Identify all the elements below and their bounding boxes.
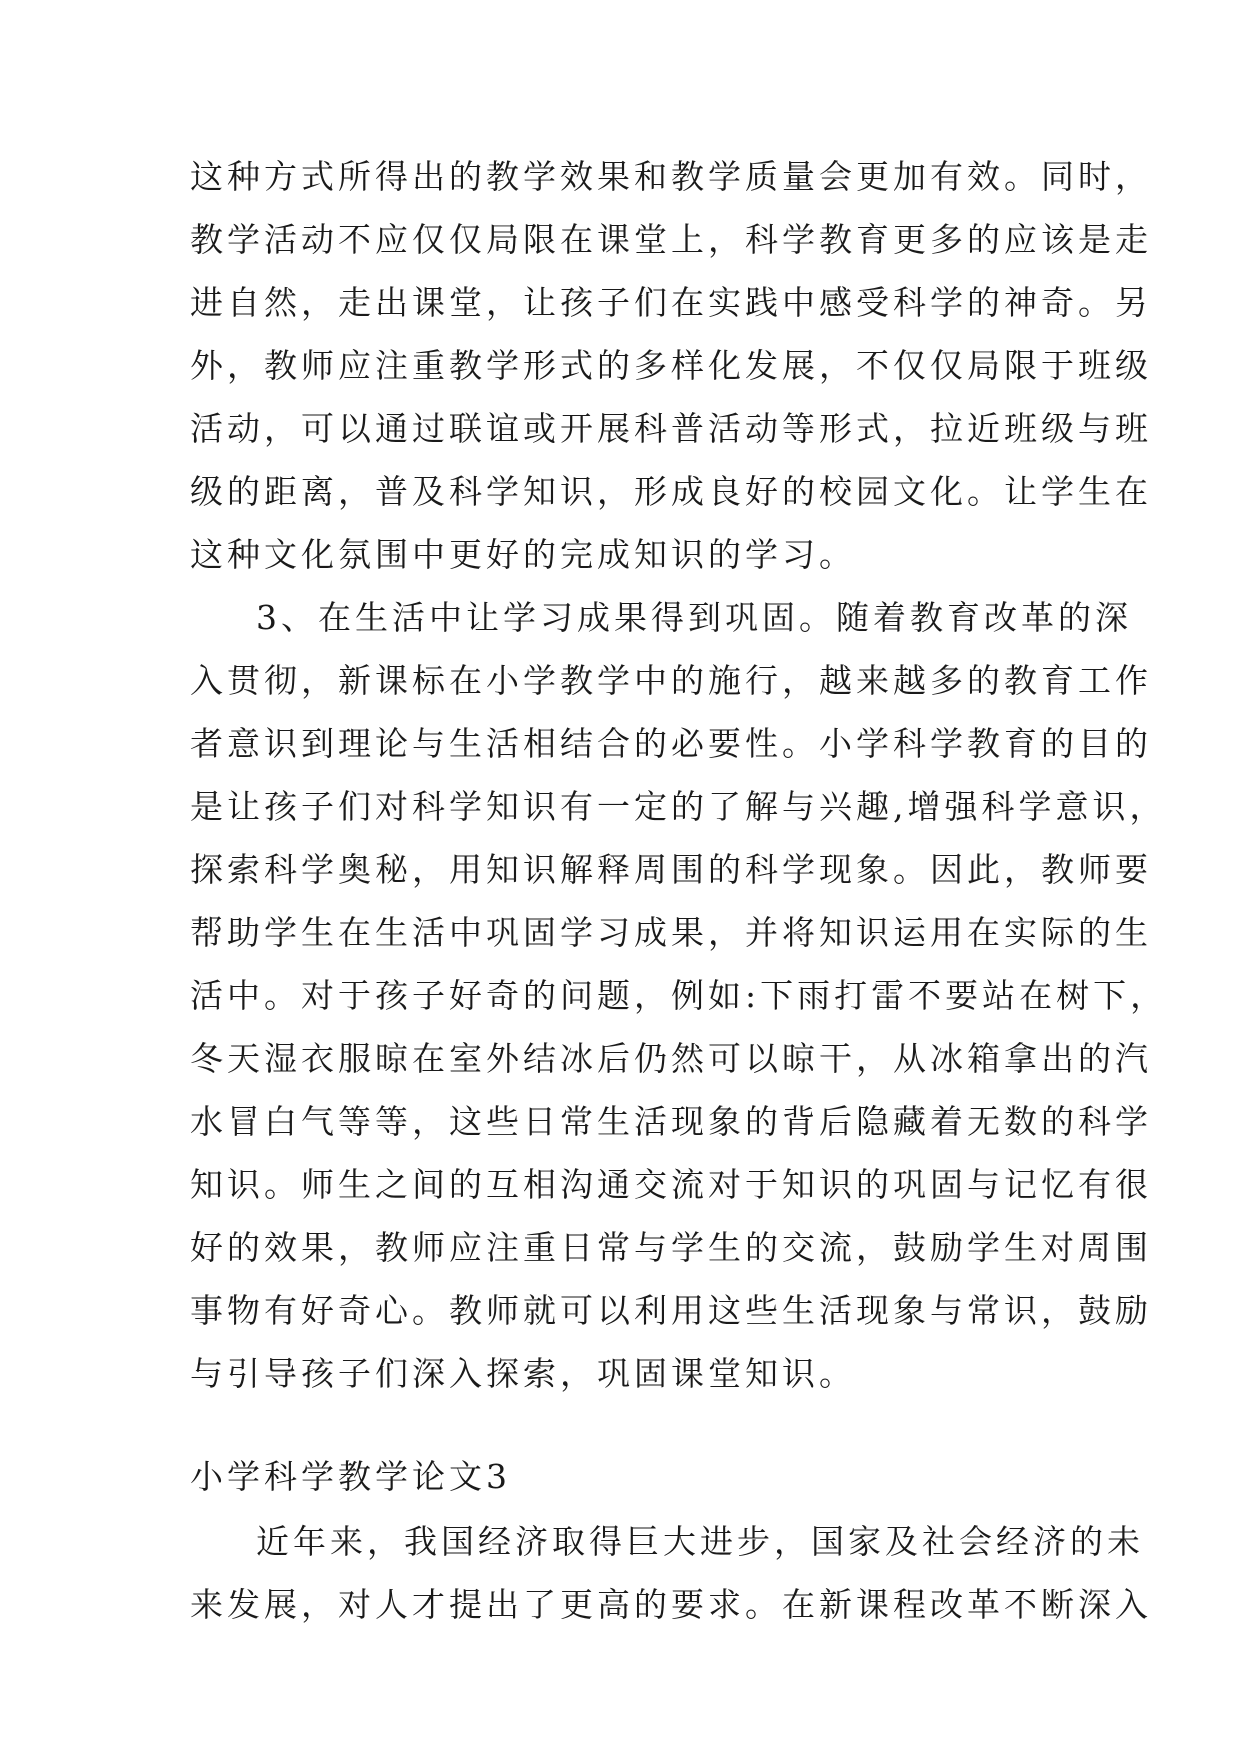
paragraph-2-line-13: 与引导孩子们深入探索，巩固课堂知识。: [190, 1354, 856, 1393]
paragraph-3-line-2: 来发展，对人才提出了更高的要求。在新课程改革不断深入: [190, 1585, 1152, 1624]
paragraph-2-line-2: 入贯彻，新课标在小学教学中的施行，越来越多的教育工作: [190, 661, 1152, 700]
paragraph-2-line-1: 3、在生活中让学习成果得到巩固。随着教育改革的深: [256, 598, 1132, 637]
paragraph-1-line-3: 进自然，走出课堂，让孩子们在实践中感受科学的神奇。另: [190, 283, 1152, 322]
paragraph-3-line-1: 近年来，我国经济取得巨大进步，国家及社会经济的未: [256, 1522, 1144, 1561]
paragraph-2-line-10: 知识。师生之间的互相沟通交流对于知识的巩固与记忆有很: [190, 1165, 1152, 1204]
paragraph-2-line-9: 水冒白气等等，这些日常生活现象的背后隐藏着无数的科学: [190, 1102, 1152, 1141]
paragraph-2-line-3: 者意识到理论与生活相结合的必要性。小学科学教育的目的: [190, 724, 1152, 763]
paragraph-2-line-4: 是让孩子们对科学知识有一定的了解与兴趣,增强科学意识，: [190, 787, 1167, 826]
paragraph-1-line-1: 这种方式所得出的教学效果和教学质量会更加有效。同时，: [190, 157, 1152, 196]
paragraph-2-line-6: 帮助学生在生活中巩固学习成果，并将知识运用在实际的生: [190, 913, 1152, 952]
paragraph-2-line-12: 事物有好奇心。教师就可以利用这些生活现象与常识，鼓励: [190, 1291, 1152, 1330]
paragraph-2-line-7: 活中。对于孩子好奇的问题，例如:下雨打雷不要站在树下，: [190, 976, 1168, 1015]
paragraph-1-line-7: 这种文化氛围中更好的完成知识的学习。: [190, 535, 856, 574]
paragraph-2-line-5: 探索科学奥秘，用知识解释周围的科学现象。因此，教师要: [190, 850, 1152, 889]
paragraph-2-line-8: 冬天湿衣服晾在室外结冰后仍然可以晾干，从冰箱拿出的汽: [190, 1039, 1152, 1078]
paragraph-1-line-2: 教学活动不应仅仅局限在课堂上，科学教育更多的应该是走: [190, 220, 1152, 259]
paragraph-1-line-6: 级的距离，普及科学知识，形成良好的校园文化。让学生在: [190, 472, 1152, 511]
section-heading: 小学科学教学论文3: [190, 1457, 511, 1496]
paragraph-1-line-4: 外，教师应注重教学形式的多样化发展，不仅仅局限于班级: [190, 346, 1152, 385]
paragraph-2-line-11: 好的效果，教师应注重日常与学生的交流，鼓励学生对周围: [190, 1228, 1152, 1267]
paragraph-1-line-5: 活动，可以通过联谊或开展科普活动等形式，拉近班级与班: [190, 409, 1152, 448]
